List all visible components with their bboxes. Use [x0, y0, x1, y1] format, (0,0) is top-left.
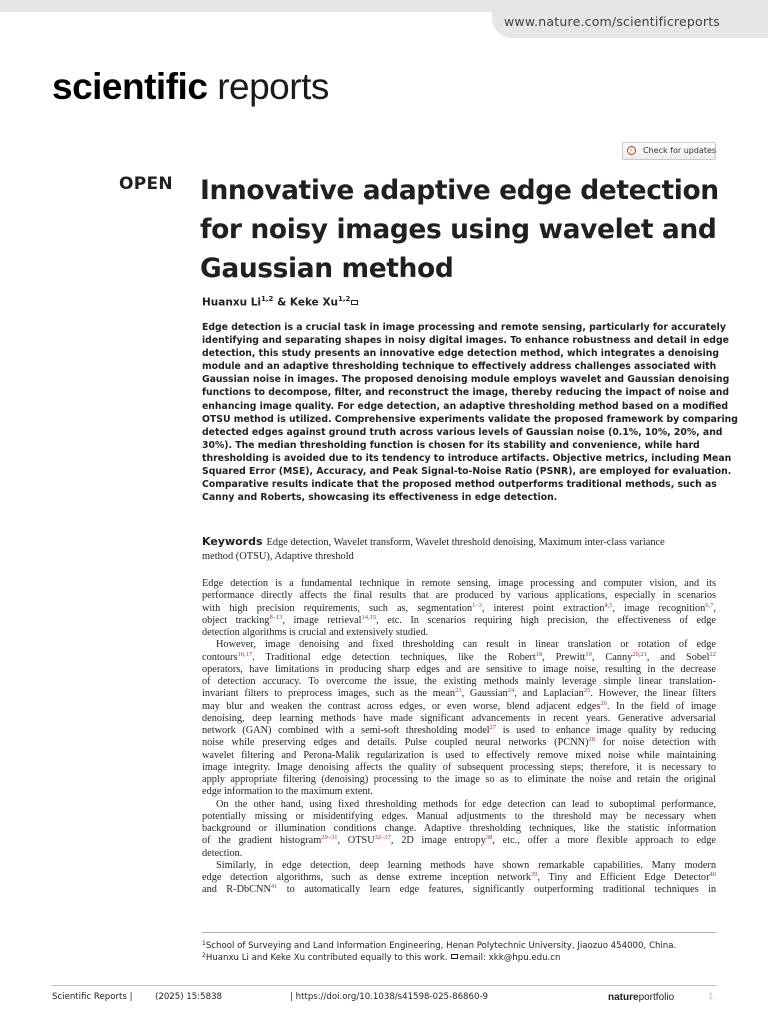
abstract-line: enhancing image quality. For edge detection, an adaptive thresholding method based on a modified	[202, 400, 729, 412]
body-text: contours	[202, 651, 238, 663]
body-line	[202, 676, 716, 688]
author-affiliation: 1,2	[338, 295, 351, 303]
body-text: background or illumination conditions change. Adaptive thresholding techniques, like the statistic information	[202, 823, 716, 834]
body-text: , Gaussian	[461, 688, 508, 700]
body-text: detection algorithms is crucial and extensively studied.	[202, 627, 429, 638]
body-line	[202, 688, 716, 700]
citation-link[interactable]: 40	[709, 872, 716, 878]
citation-link[interactable]: 22	[709, 651, 716, 658]
abstract-line: detection, this study presents an innovative edge detection method, which integrates a denoising	[202, 348, 720, 360]
body-text: , and Sobel	[646, 651, 710, 663]
body-text: . Traditional edge detection techniques, like the Robert	[252, 651, 536, 663]
citation-link[interactable]: 1–3	[472, 602, 482, 609]
publisher-logo	[608, 992, 674, 1003]
title-line: Innovative adaptive edge detection	[200, 175, 719, 206]
body-line	[202, 627, 716, 639]
body-text: , etc., offer a more flexible approach to edge	[492, 835, 716, 847]
footer-volume: (2025) 15:5838	[155, 992, 223, 1002]
contribution-footnote	[202, 952, 716, 964]
author-separator: &	[273, 296, 290, 309]
email-link[interactable]: email: xkk@hpu.edu.cn	[459, 953, 561, 963]
body-line	[202, 701, 716, 713]
citation-link[interactable]: 4,5	[604, 602, 613, 609]
body-text: denoising, deep learning methods have made significant advancements in recent years. Generative adversarial	[202, 712, 716, 724]
citation-link[interactable]: 8–13	[269, 614, 283, 621]
body-text: , Canny	[591, 651, 633, 663]
keywords-label: Keywords	[202, 535, 263, 548]
citation-link[interactable]: 25	[583, 688, 591, 695]
body-line	[202, 799, 716, 811]
body-line	[202, 811, 716, 823]
logo-light-text: reports	[217, 66, 329, 107]
body-line	[202, 823, 716, 835]
email-icon	[451, 954, 458, 959]
body-text: detection.	[202, 847, 243, 859]
citation-link[interactable]: 28	[588, 737, 596, 744]
footnote-divider	[202, 932, 716, 933]
body-text: performance directly affects the final results that are produced by various applications, especially in scenarios	[202, 590, 716, 602]
author-affiliation: 1,2	[261, 295, 274, 303]
body-line	[202, 664, 716, 676]
citation-link[interactable]: 14,15	[361, 614, 377, 621]
body-line	[202, 737, 716, 749]
body-text: image integrity. Image denoising affects the quality of subsequent processing steps; therefore, it is necessary to	[202, 761, 716, 773]
citation-link[interactable]: 19	[585, 651, 592, 658]
footer-journal: Scientific Reports |	[52, 992, 133, 1002]
citation-link[interactable]: 29–31	[321, 835, 338, 842]
keywords	[202, 535, 716, 564]
citation-link[interactable]: 39	[531, 872, 538, 878]
body-text: Edge detection is a fundamental technique in remote sensing, image processing and computer vision, and its	[202, 578, 716, 589]
body-text: edge information to the maximum extent.	[202, 786, 373, 798]
body-text: On the other hand, using fixed thresholding methods for edge detection can lead to suboptimal performance,	[216, 798, 716, 810]
article-title	[200, 171, 730, 288]
footer-doi-link[interactable]: | https://doi.org/10.1038/s41598-025-86860-9	[290, 992, 489, 1002]
citation-link[interactable]: 32–37	[374, 835, 391, 842]
body-line	[202, 835, 716, 847]
citation-link[interactable]: 26	[600, 700, 607, 707]
abstract-line: thresholding is avoided due to its tendency to introduce artifacts. Objective metrics, including Mean	[202, 452, 732, 464]
abstract-line: 30%). The median thresholding function is chosen for its stability and convenience, while hard	[202, 439, 700, 451]
abstract-line: Canny and Roberts, showcasing its effectiveness in edge detection.	[202, 492, 558, 504]
abstract-line: Edge detection is a crucial task in image processing and remote sensing, particularly for accurately	[202, 322, 726, 333]
body-line	[202, 590, 716, 602]
contribution-text: Huanxu Li and Keke Xu contributed equally to this work.	[205, 953, 448, 963]
footnote-number: 2	[202, 952, 206, 959]
email-icon[interactable]	[351, 300, 358, 305]
abstract-line: OTSU method is utilized. Comprehensive experiments validate the proposed framework by comparing	[202, 413, 738, 425]
title-line: Gaussian method	[200, 253, 454, 284]
abstract-line: detected edges against ground truth across various levels of Gaussian noise (0.1%, 10%, 20%, and	[202, 426, 723, 438]
body-text: noise while preserving edges and details. Pulse coupled neural networks (PCNN)	[202, 737, 589, 749]
body-line	[202, 860, 716, 872]
body-text: , image retrieval	[282, 614, 362, 626]
body-line	[202, 652, 716, 664]
body-text: . However, the linear filters	[590, 688, 716, 700]
body-text: is used to enhance image quality by reducing	[496, 725, 716, 736]
body-line	[202, 786, 716, 798]
body-text: object tracking	[202, 614, 270, 626]
body-text: invariant filters to preprocess images, such as the mean	[202, 688, 456, 700]
body-line	[202, 615, 716, 627]
publisher-light: portfolio	[638, 992, 675, 1003]
open-access-label: OPEN	[119, 174, 173, 194]
body-line	[202, 762, 716, 774]
crossmark-icon	[627, 146, 636, 155]
footnotes	[202, 940, 716, 964]
body-text: potentially missing or misidentifying edges. Manual adjustments to the threshold may be necessary when	[202, 810, 716, 822]
affiliation-text: School of Surveying and Land Information Engineering, Henan Polytechnic University, Jiaozuo 454000, China.	[205, 941, 677, 951]
citation-link[interactable]: 23	[455, 688, 462, 695]
body-text: , Tiny and Efficient Edge Detector	[537, 872, 710, 883]
citation-link[interactable]: 41	[270, 884, 278, 891]
citation-link[interactable]: 6,7	[705, 602, 714, 609]
body-text: wavelet filtering and Perona-Malik regularization is used to effectively remove mixed noise while maintaining	[202, 749, 716, 761]
body-text: for noise detection with	[595, 737, 716, 749]
body-line	[202, 578, 716, 590]
body-line	[202, 848, 716, 860]
body-text: ,	[713, 602, 716, 614]
body-line	[202, 713, 716, 725]
body-line	[202, 725, 716, 737]
body-line	[202, 774, 716, 786]
body-text: However, image denoising and fixed thresholding can result in linear translation or rotation of edge	[216, 639, 716, 651]
journal-url[interactable]: www.nature.com/scientificreports	[504, 14, 721, 29]
check-for-updates-label: Check for updates	[643, 146, 717, 155]
body-line	[202, 639, 716, 651]
citation-link[interactable]: 18	[535, 651, 543, 658]
body-line	[202, 603, 716, 615]
citation-link[interactable]: 24	[507, 688, 515, 695]
journal-url-tab[interactable]	[492, 0, 768, 38]
body-text: edge detection algorithms, such as dense extreme inception network	[202, 872, 532, 883]
citation-link[interactable]: 27	[489, 725, 497, 731]
body-text: with high precision requirements, such as, segmentation	[202, 602, 473, 614]
body-text: network (GAN) combined with a semi-soft thresholding model	[202, 725, 490, 736]
abstract-line: identifying and separating shapes in noisy digital images. To enhance robustness and detail in edge	[202, 335, 729, 347]
body-text: , and Laplacian	[514, 688, 584, 700]
citation-link[interactable]: 38	[485, 835, 493, 842]
abstract	[202, 321, 738, 504]
body-text: . In the field of image	[606, 700, 716, 712]
check-for-updates-button[interactable]	[622, 142, 716, 160]
keywords-text: method (OTSU), Adaptive threshold	[202, 551, 354, 562]
abstract-line: Comparative results indicate that the proposed method outperforms traditional methods, such as	[202, 479, 717, 491]
footer-divider	[52, 985, 716, 986]
keywords-text: Edge detection, Wavelet transform, Wavelet threshold denoising, Maximum inter-class variance	[266, 537, 665, 548]
body-text: operators, have limitations in producing sharp edges and are sensitive to image noise, resulting in the decrease	[202, 663, 716, 675]
abstract-line: functions to decompose, filter, and reconstruct the image, thereby reducing the impact of noise and	[202, 387, 729, 399]
body-text: , image recognition	[612, 602, 706, 614]
page-number: 1	[708, 992, 714, 1002]
body-text: apply appropriate filtering (denoising) processing to the image so as to eliminate the noise and retain the original	[202, 774, 716, 785]
body-text: and R-DbCNN	[202, 884, 271, 896]
author-list	[202, 295, 359, 309]
journal-logo	[52, 66, 329, 108]
title-line: for noisy images using wavelet and	[200, 214, 717, 245]
affiliation-footnote	[202, 940, 716, 952]
body-text: , 2D image entropy	[390, 835, 486, 847]
author-name[interactable]: Keke Xu	[289, 296, 339, 309]
body-text: , etc. In scenarios requiring high precision, the effectiveness of edge	[376, 614, 716, 626]
footnote-number: 1	[202, 940, 206, 947]
abstract-line: Gaussian noise in images. The proposed denoising module employs wavelet and Gaussian denoising	[202, 374, 730, 386]
citation-link[interactable]: 16,17	[237, 651, 253, 658]
abstract-line: module and an adaptive thresholding technique to effectively address challenges associated with	[202, 361, 717, 373]
article-body	[202, 578, 716, 897]
body-line	[202, 872, 716, 884]
body-text: , interest point extraction	[481, 602, 605, 614]
body-line	[202, 884, 716, 896]
body-text: , Prewitt	[542, 651, 586, 663]
publisher-bold: nature	[608, 992, 639, 1003]
citation-link[interactable]: 20,21	[632, 651, 647, 658]
body-text: to automatically learn edge features, significantly outperforming traditional techniques in	[277, 884, 716, 896]
body-text: , OTSU	[337, 835, 375, 847]
body-text: of detection accuracy. To overcome the issue, the existing methods mainly leverage simple linear translation-	[202, 676, 716, 687]
body-text: Similarly, in edge detection, deep learning methods have shown remarkable capabilities. Many modern	[216, 859, 716, 871]
body-text: may blur and weaken the contrast across edges, or even worse, blend adjacent edges	[202, 700, 601, 712]
abstract-line: Squared Error (MSE), Accuracy, and Peak Signal-to-Noise Ratio (PSNR), are employed for evaluation.	[202, 466, 732, 478]
body-line	[202, 750, 716, 762]
logo-bold-text: scientific	[52, 66, 208, 107]
author-name[interactable]: Huanxu Li	[202, 296, 262, 309]
body-text: of the gradient histogram	[202, 835, 322, 847]
